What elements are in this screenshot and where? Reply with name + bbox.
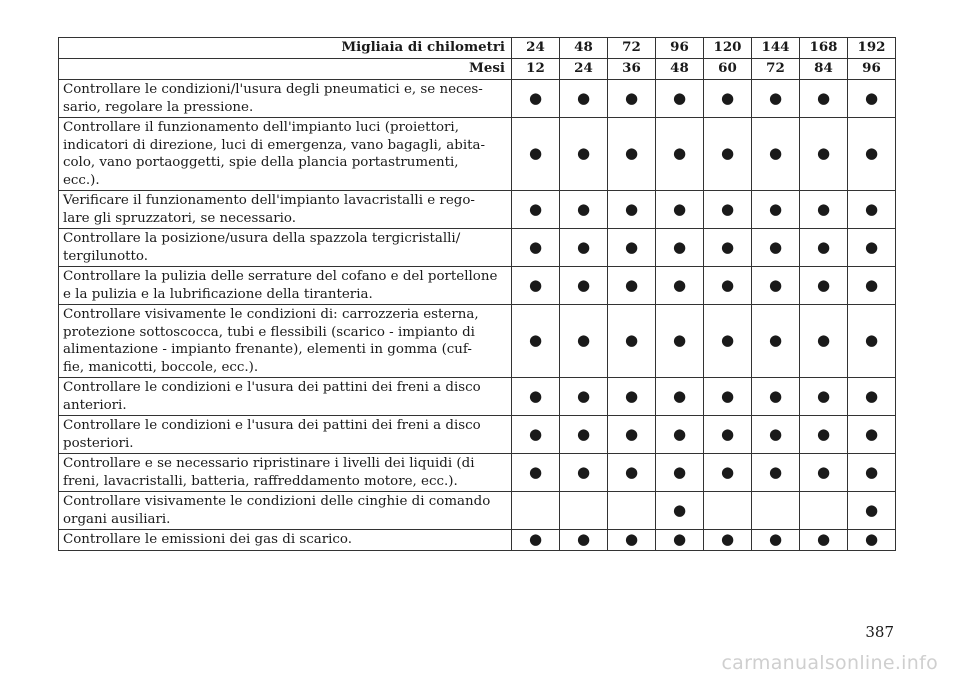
check-mark-cell: ● <box>752 267 800 305</box>
check-mark-cell: ● <box>656 229 704 267</box>
check-mark-cell: ● <box>512 378 560 416</box>
header-km-cell: 168 <box>800 38 848 59</box>
table-row <box>59 118 896 191</box>
check-mark-cell: ● <box>560 80 608 118</box>
check-mark-cell: ● <box>752 229 800 267</box>
check-mark-cell: ● <box>560 229 608 267</box>
check-mark-cell: ● <box>704 454 752 492</box>
check-mark-cell: ● <box>512 80 560 118</box>
check-mark-cell: ● <box>560 305 608 378</box>
task-description: Controllare il funzionamento dell'impianto luci (proiettori, indicatori di direzione, luci di emergenza, vano bagagli, abita- colo, vano portaoggetti, spie della plancia portastrumenti, ecc.). <box>59 118 512 191</box>
check-mark-cell: ● <box>800 118 848 191</box>
empty-cell <box>752 492 800 530</box>
empty-cell <box>704 492 752 530</box>
task-description: Controllare la pulizia delle serrature del cofano e del portellone e la pulizia e la lubrificazione della tiranteria. <box>59 267 512 305</box>
check-mark-cell: ● <box>848 416 896 454</box>
check-mark-cell: ● <box>656 191 704 229</box>
check-mark-cell: ● <box>848 492 896 530</box>
header-month-cell: 60 <box>704 59 752 80</box>
check-mark-cell: ● <box>704 118 752 191</box>
watermark-text: carmanualsonline.info <box>721 652 938 674</box>
empty-cell <box>800 492 848 530</box>
header-km-cell: 72 <box>608 38 656 59</box>
check-mark-cell: ● <box>512 416 560 454</box>
check-mark-cell: ● <box>512 454 560 492</box>
check-mark-cell: ● <box>800 416 848 454</box>
check-mark-cell: ● <box>560 454 608 492</box>
check-mark-cell: ● <box>752 191 800 229</box>
table-row <box>59 191 896 229</box>
table-row <box>59 530 896 551</box>
check-mark-cell: ● <box>752 530 800 551</box>
check-mark-cell: ● <box>560 378 608 416</box>
check-mark-cell: ● <box>656 80 704 118</box>
check-mark-cell: ● <box>560 118 608 191</box>
header-month-cell: 12 <box>512 59 560 80</box>
header-row-months <box>59 59 896 80</box>
check-mark-cell: ● <box>656 416 704 454</box>
check-mark-cell: ● <box>848 191 896 229</box>
check-mark-cell: ● <box>800 454 848 492</box>
task-description: Controllare visivamente le condizioni di: carrozzeria esterna, protezione sottoscocca, tubi e flessibili (scarico - impianto di alimentazione - impianto frenante), elementi in gomma (cuf- fie, manicotti, boccole, ecc.). <box>59 305 512 378</box>
check-mark-cell: ● <box>752 416 800 454</box>
check-mark-cell: ● <box>800 229 848 267</box>
check-mark-cell: ● <box>608 229 656 267</box>
check-mark-cell: ● <box>800 305 848 378</box>
check-mark-cell: ● <box>848 267 896 305</box>
task-description: Controllare le condizioni e l'usura dei pattini dei freni a disco anteriori. <box>59 378 512 416</box>
task-description: Controllare la posizione/usura della spazzola tergicristalli/ tergilunotto. <box>59 229 512 267</box>
check-mark-cell: ● <box>608 118 656 191</box>
check-mark-cell: ● <box>704 530 752 551</box>
check-mark-cell: ● <box>656 267 704 305</box>
task-description: Controllare le condizioni e l'usura dei pattini dei freni a disco posteriori. <box>59 416 512 454</box>
table-row <box>59 305 896 378</box>
task-description: Controllare le emissioni dei gas di scarico. <box>59 530 512 551</box>
check-mark-cell: ● <box>656 378 704 416</box>
schedule-body <box>59 38 896 551</box>
check-mark-cell: ● <box>608 305 656 378</box>
check-mark-cell: ● <box>752 454 800 492</box>
table-row <box>59 80 896 118</box>
check-mark-cell: ● <box>704 80 752 118</box>
header-km-cell: 48 <box>560 38 608 59</box>
header-km-cell: 144 <box>752 38 800 59</box>
header-month-cell: 36 <box>608 59 656 80</box>
check-mark-cell: ● <box>704 191 752 229</box>
header-month-cell: 96 <box>848 59 896 80</box>
header-km-label: Migliaia di chilometri <box>59 38 512 59</box>
header-km-cell: 120 <box>704 38 752 59</box>
check-mark-cell: ● <box>752 80 800 118</box>
check-mark-cell: ● <box>848 80 896 118</box>
check-mark-cell: ● <box>752 378 800 416</box>
check-mark-cell: ● <box>704 416 752 454</box>
check-mark-cell: ● <box>800 191 848 229</box>
header-km-cell: 96 <box>656 38 704 59</box>
check-mark-cell: ● <box>656 305 704 378</box>
page-number: 387 <box>865 623 894 641</box>
header-month-cell: 84 <box>800 59 848 80</box>
check-mark-cell: ● <box>560 191 608 229</box>
check-mark-cell: ● <box>704 305 752 378</box>
header-month-cell: 48 <box>656 59 704 80</box>
check-mark-cell: ● <box>848 530 896 551</box>
check-mark-cell: ● <box>752 118 800 191</box>
check-mark-cell: ● <box>608 191 656 229</box>
check-mark-cell: ● <box>608 267 656 305</box>
check-mark-cell: ● <box>752 305 800 378</box>
check-mark-cell: ● <box>704 229 752 267</box>
check-mark-cell: ● <box>848 378 896 416</box>
header-months-label: Mesi <box>59 59 512 80</box>
header-month-cell: 24 <box>560 59 608 80</box>
check-mark-cell: ● <box>512 305 560 378</box>
check-mark-cell: ● <box>656 492 704 530</box>
check-mark-cell: ● <box>800 530 848 551</box>
empty-cell <box>512 492 560 530</box>
check-mark-cell: ● <box>560 530 608 551</box>
task-description: Controllare le condizioni/l'usura degli pneumatici e, se neces- sario, regolare la pressione. <box>59 80 512 118</box>
check-mark-cell: ● <box>800 80 848 118</box>
check-mark-cell: ● <box>848 454 896 492</box>
check-mark-cell: ● <box>608 530 656 551</box>
table-row <box>59 416 896 454</box>
task-description: Controllare e se necessario ripristinare i livelli dei liquidi (di freni, lavacristalli, batteria, raffreddamento motore, ecc.). <box>59 454 512 492</box>
header-row-km <box>59 38 896 59</box>
table-row <box>59 267 896 305</box>
check-mark-cell: ● <box>848 305 896 378</box>
table-row <box>59 492 896 530</box>
check-mark-cell: ● <box>800 378 848 416</box>
task-description: Controllare visivamente le condizioni delle cinghie di comando organi ausiliari. <box>59 492 512 530</box>
check-mark-cell: ● <box>512 530 560 551</box>
check-mark-cell: ● <box>704 267 752 305</box>
header-km-cell: 24 <box>512 38 560 59</box>
check-mark-cell: ● <box>512 191 560 229</box>
check-mark-cell: ● <box>656 530 704 551</box>
check-mark-cell: ● <box>608 80 656 118</box>
check-mark-cell: ● <box>608 454 656 492</box>
table-row <box>59 378 896 416</box>
check-mark-cell: ● <box>608 378 656 416</box>
maintenance-schedule-table <box>58 37 896 551</box>
check-mark-cell: ● <box>560 267 608 305</box>
check-mark-cell: ● <box>512 118 560 191</box>
header-km-cell: 192 <box>848 38 896 59</box>
check-mark-cell: ● <box>608 416 656 454</box>
check-mark-cell: ● <box>512 267 560 305</box>
table-row <box>59 454 896 492</box>
header-month-cell: 72 <box>752 59 800 80</box>
check-mark-cell: ● <box>512 229 560 267</box>
check-mark-cell: ● <box>704 378 752 416</box>
table-row <box>59 229 896 267</box>
empty-cell <box>560 492 608 530</box>
check-mark-cell: ● <box>848 118 896 191</box>
check-mark-cell: ● <box>800 267 848 305</box>
task-description: Verificare il funzionamento dell'impianto lavacristalli e rego- lare gli spruzzatori, se necessario. <box>59 191 512 229</box>
check-mark-cell: ● <box>848 229 896 267</box>
check-mark-cell: ● <box>656 118 704 191</box>
check-mark-cell: ● <box>560 416 608 454</box>
check-mark-cell: ● <box>656 454 704 492</box>
empty-cell <box>608 492 656 530</box>
